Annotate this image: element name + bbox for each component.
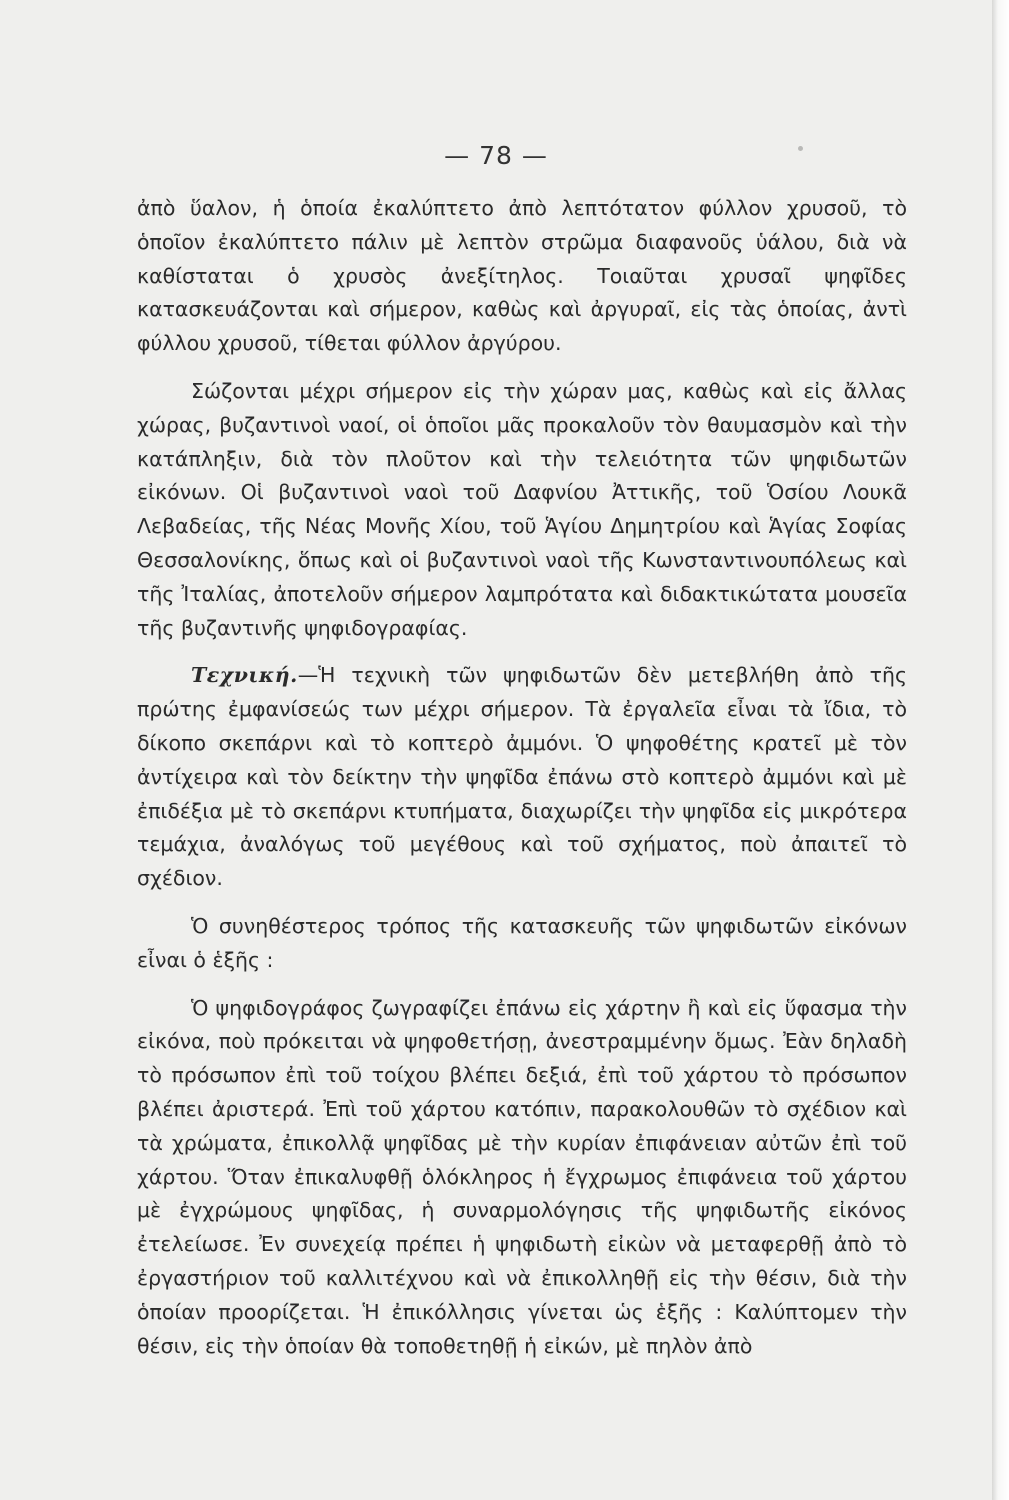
paragraph-gold-tesserae: ἀπὸ ὕαλον, ἡ ὁποία ἐκαλύπτετο ἀπὸ λεπτότατον φύλλον χρυσοῦ, τὸ ὁποῖον ἐκαλύπτετο πάλιν μὲ λεπτὸν στρῶμα διαφανοῦς ὑάλου, διὰ νὰ καθίσταται ὁ χρυσὸς ἀνεξίτηλος. Τοιαῦται χρυσαῖ ψηφῖδες κατασκευάζονται καὶ σήμερον, καθὼς καὶ ἀργυραῖ, εἰς τὰς ὁποίας, ἀντὶ φύλλου χρυσοῦ, τίθεται φύλλον ἀργύρου.	[137, 196, 907, 356]
page-edge	[992, 0, 1009, 1500]
page-number: — 78 —	[444, 141, 548, 170]
paragraph-procedure: Ὁ ψηφιδογράφος ζωγραφίζει ἐπάνω εἰς χάρτην ἢ καὶ εἰς ὕφασμα τὴν εἰκόνα, ποὺ πρόκειται νὰ ψηφοθετήσῃ, ἀνεστραμμένην ὅμως. Ἐὰν δηλαδὴ τὸ πρόσωπον ἐπὶ τοῦ τοίχου βλέπει δεξιά, ἐπὶ τοῦ χάρτου τὸ πρόσωπον βλέπει ἀριστερά. Ἐπὶ τοῦ χάρτου κατόπιν, παρακολουθῶν τὸ σχέδιον καὶ τὰ χρώματα, ἐπικολλᾷ ψηφῖδας μὲ τὴν κυρίαν ἐπιφάνειαν αὐτῶν ἐπὶ τοῦ χάρτου. Ὅταν ἐπικαλυφθῇ ὁλόκληρος ἡ ἔγχρωμος ἐπιφάνεια τοῦ χάρτου μὲ ἐγχρώμους ψηφῖδας, ἡ συναρμολόγησις τῆς ψηφιδωτῆς εἰκόνος ἐτελείωσε. Ἐν συνεχείᾳ πρέπει ἡ ψηφιδωτὴ εἰκὼν νὰ μεταφερθῇ ἀπὸ τὸ ἐργαστήριον τοῦ καλλιτέχνου καὶ νὰ ἐπικολληθῇ εἰς τὴν θέσιν, διὰ τὴν ὁποίαν προορίζεται. Ἡ ἐπικόλλησις γίνεται ὡς ἑξῆς : Καλύπτομεν τὴν θέσιν, εἰς τὴν ὁποίαν θὰ τοποθετηθῇ ἡ εἰκών, μὲ πηλὸν ἀπὸ	[137, 995, 907, 1358]
paragraph-technique	[137, 659, 907, 896]
section-heading-technique: Τεχνική.	[191, 663, 298, 688]
paragraph-technique-text: —Ἡ τεχνικὴ τῶν ψηφιδωτῶν δὲν μετεβλήθη ἀπὸ τῆς πρώτης ἐμφανίσεώς των μέχρι σήμερον. Τὰ ἐργαλεῖα εἶναι τὰ ἴδια, τὸ δίκοπο σκεπάρνι καὶ τὸ κοπτερὸ ἀμμόνι. Ὁ ψηφοθέτης κρατεῖ μὲ τὸν ἀντίχειρα καὶ τὸν δείκτην τὴν ψηφῖδα ἐπάνω στὸ κοπτερὸ ἀμμόνι καὶ μὲ ἐπιδέξια μὲ τὸ σκεπάρνι κτυπήματα, διαχωρίζει τὴν ψηφῖδα εἰς μικρότερα τεμάχια, ἀναλόγως τοῦ μεγέθους καὶ τοῦ σχήματος, ποὺ ἀπαιτεῖ τὸ σχέδιον.	[137, 663, 907, 891]
body-text	[137, 192, 907, 1363]
paragraph-byzantine-churches: Σώζονται μέχρι σήμερον εἰς τὴν χώραν μας, καθὼς καὶ εἰς ἄλλας χώρας, βυζαντινοὶ ναοί, οἱ ὁποῖοι μᾶς προκαλοῦν τὸν θαυμασμὸν καὶ τὴν κατάπληξιν, διὰ τὸν πλοῦτον καὶ τὴν τελειότητα τῶν ψηφιδωτῶν εἰκόνων. Οἱ βυζαντινοὶ ναοὶ τοῦ Δαφνίου Ἀττικῆς, τοῦ Ὁσίου Λουκᾶ Λεβαδείας, τῆς Νέας Μονῆς Χίου, τοῦ Ἁγίου Δημητρίου καὶ Ἁγίας Σοφίας Θεσσαλονίκης, ὅπως καὶ οἱ βυζαντινοὶ ναοὶ τῆς Κωνσταντινουπόλεως καὶ τῆς Ἰταλίας, ἀποτελοῦν σήμερον λαμπρότατα καὶ διδακτικώτατα μουσεῖα τῆς βυζαντινῆς ψηφιδογραφίας.	[137, 378, 907, 640]
paragraph-common-method: Ὁ συνηθέστερος τρόπος τῆς κατασκευῆς τῶν ψηφιδωτῶν εἰκόνων εἶναι ὁ ἑξῆς :	[137, 913, 907, 972]
